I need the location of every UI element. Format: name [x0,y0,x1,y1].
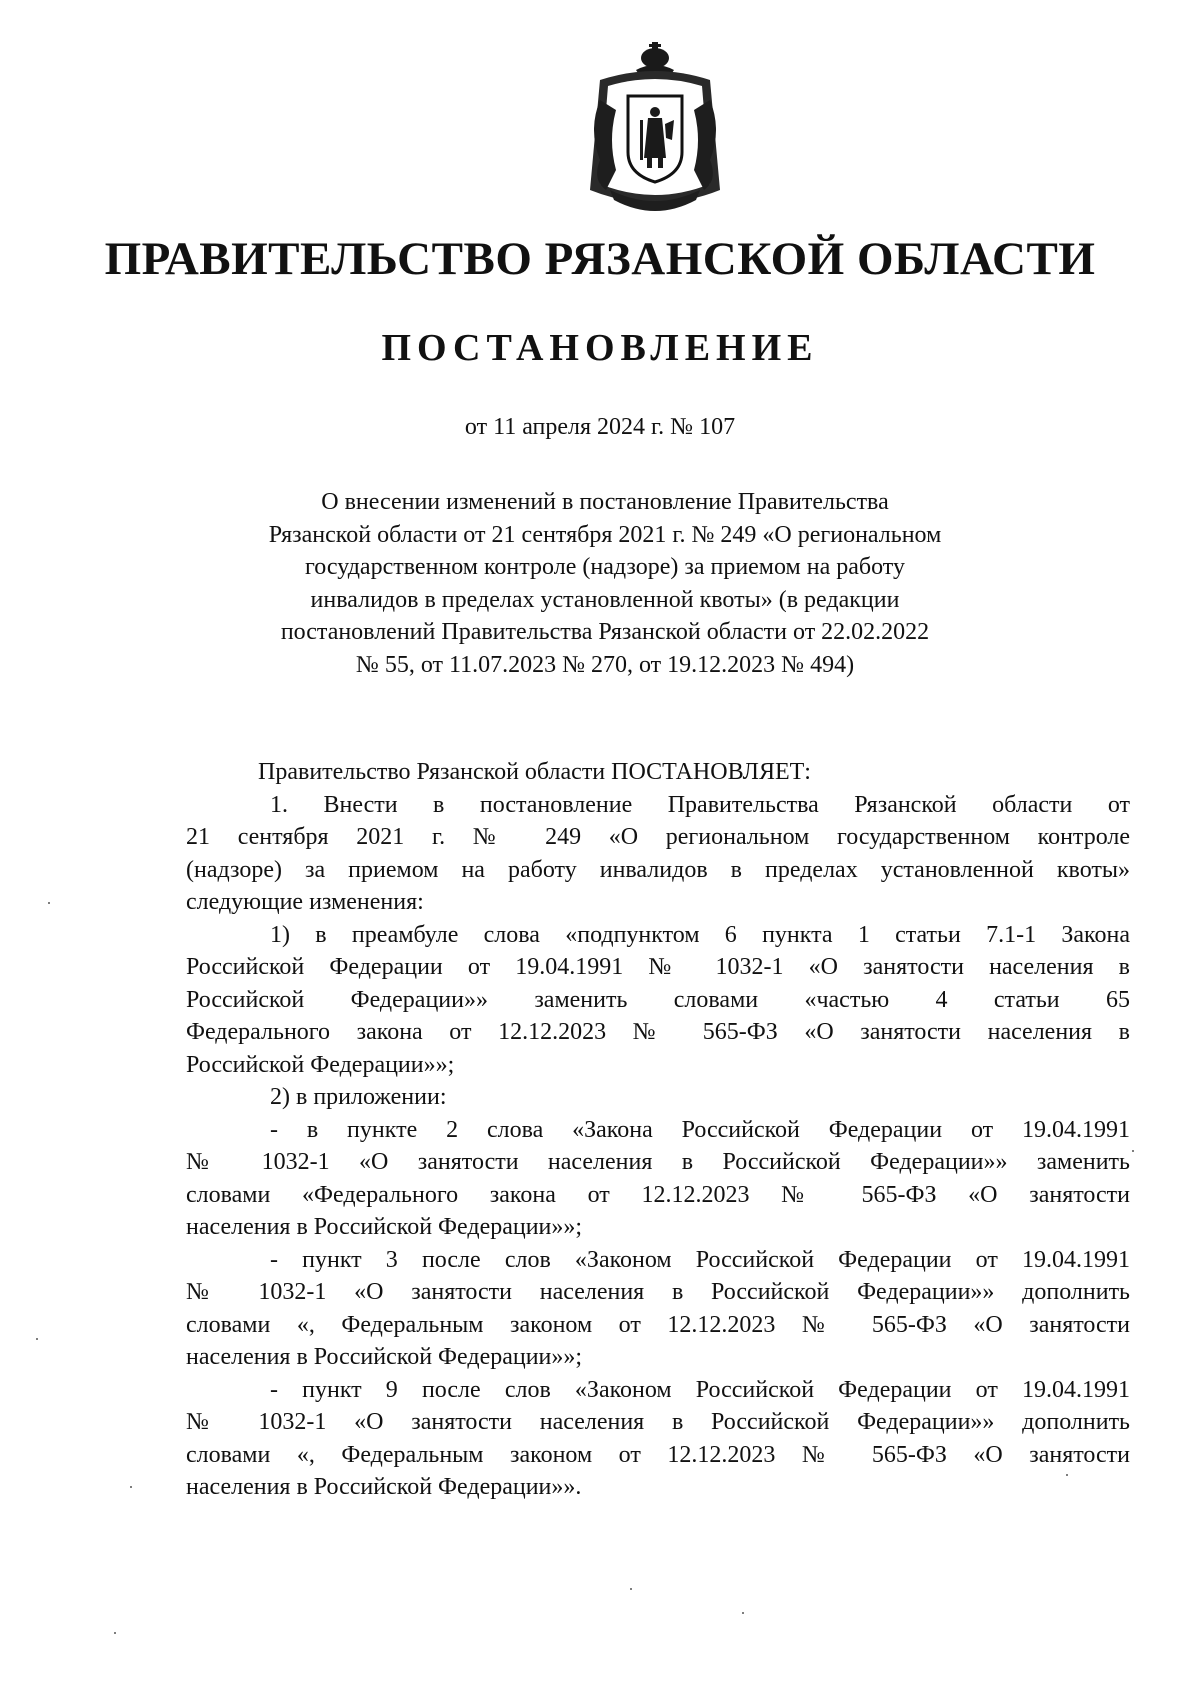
scan-speck [48,902,50,904]
body-line: № 1032-1 «О занятости населения в Российской Федерации»» дополнить [186,1409,1130,1435]
body-line: Российской Федерации от 19.04.1991 № 1032-1 «О занятости населения в [186,954,1130,980]
document-date-number: от 11 апреля 2024 г. № 107 [464,414,736,440]
body-line: следующие изменения: [186,889,424,915]
coat-of-arms-emblem [570,40,740,220]
scan-speck [36,1338,38,1340]
body-line: Российской Федерации»»; [186,1051,455,1078]
body-line: словами «, Федеральным законом от 12.12.2023 № 565-ФЗ «О занятости [186,1311,1130,1338]
scan-speck [630,1588,632,1590]
scan-speck [1066,1474,1068,1476]
body-line: населения в Российской Федерации»». [186,1474,582,1500]
scan-speck [114,1632,116,1634]
scan-speck [130,1486,132,1488]
scan-speck [1132,1150,1134,1152]
document-body [186,756,1130,1504]
body-line: словами «, Федеральным законом от 12.12.2023 № 565-ФЗ «О занятости [186,1441,1130,1468]
body-line: № 1032-1 «О занятости населения в Российской Федерации»» дополнить [186,1279,1130,1305]
scan-speck [742,1612,744,1614]
body-line: 1) в преамбуле слова «подпунктом 6 пункта 1 статьи 7.1-1 Закона [270,921,1130,948]
body-line-resolves: Правительство Рязанской области ПОСТАНОВЛЯЕТ: [258,759,811,785]
subject-line: постановлений Правительства Рязанской области от 22.02.2022 [280,619,930,645]
body-line: населения в Российской Федерации»»; [186,1214,583,1240]
document-subject [240,486,970,681]
body-line: - пункт 9 после слов «Законом Российской Федерации от 19.04.1991 [270,1376,1130,1403]
document-type-heading: ПОСТАНОВЛЕНИЕ [381,327,819,369]
body-line: - пункт 3 после слов «Законом Российской Федерации от 19.04.1991 [270,1246,1130,1273]
body-line: населения в Российской Федерации»»; [186,1344,583,1370]
government-title: ПРАВИТЕЛЬСТВО РЯЗАНСКОЙ ОБЛАСТИ [104,233,1096,285]
subject-line: инвалидов в пределах установленной квоты» (в редакции [310,586,900,613]
body-line: (надзоре) за приемом на работу инвалидов в пределах установленной квоты» [186,856,1130,883]
body-line: 21 сентября 2021 г. № 249 «О региональном государственном контроле [186,824,1130,850]
body-line: - в пункте 2 слова «Закона Российской Федерации от 19.04.1991 [270,1116,1130,1143]
body-line: 1. Внести в постановление Правительства Рязанской области от [270,791,1130,818]
body-line: словами «Федерального закона от 12.12.2023 № 565-ФЗ «О занятости [186,1181,1130,1208]
body-line: Федерального закона от 12.12.2023 № 565-ФЗ «О занятости населения в [186,1019,1130,1045]
body-line: 2) в приложении: [270,1084,447,1110]
subject-line: государственном контроле (надзоре) за приемом на работу [305,554,905,580]
body-line: № 1032-1 «О занятости населения в Российской Федерации»» заменить [186,1149,1130,1175]
body-line: Российской Федерации»» заменить словами «частью 4 статьи 65 [186,986,1130,1013]
subject-line: № 55, от 11.07.2023 № 270, от 19.12.2023 № 494) [355,651,855,678]
subject-line: О внесении изменений в постановление Правительства [321,489,889,515]
subject-line: Рязанской области от 21 сентября 2021 г. № 249 «О региональном [268,521,942,548]
